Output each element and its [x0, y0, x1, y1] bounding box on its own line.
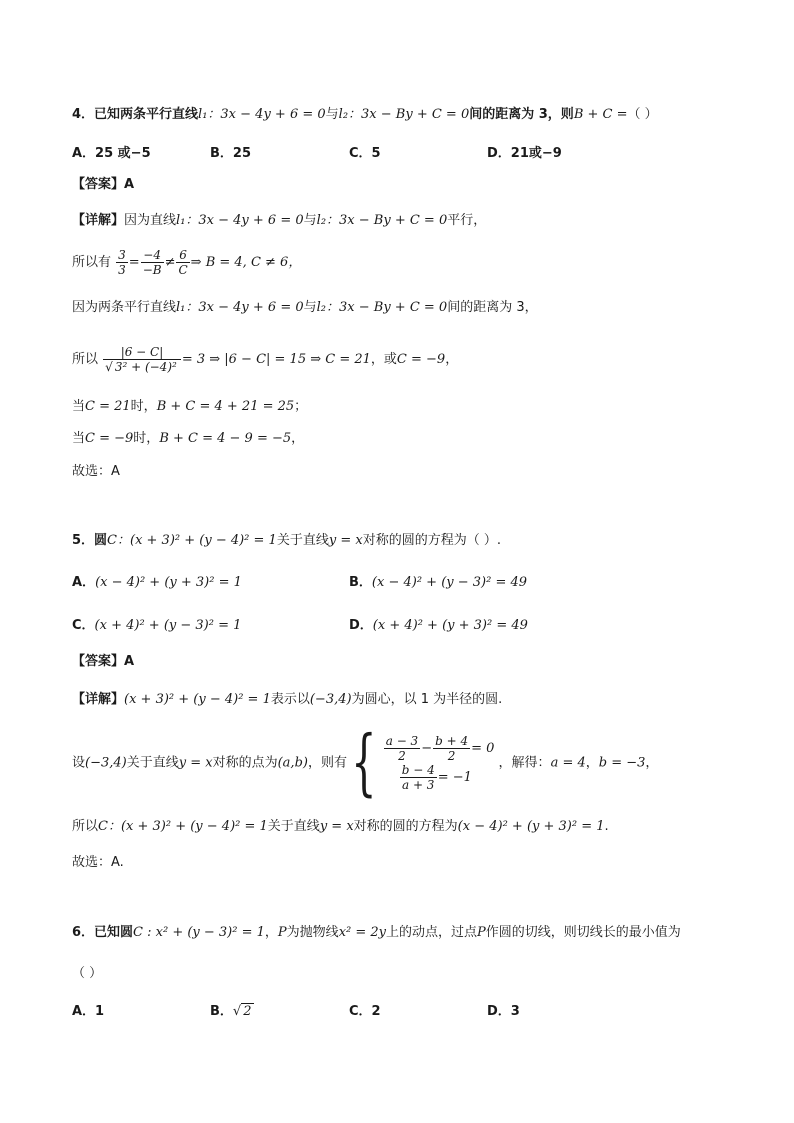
q4-detail-line4 — [72, 345, 458, 374]
q6-option-a[interactable]: A．1 — [72, 1004, 105, 1019]
q6-stem-text: 6．已知圆 — [72, 925, 134, 940]
q5-stem-text: 5．圆 — [72, 533, 108, 548]
q4-d2-eq: = — [128, 255, 140, 270]
q4-d5-time: 时， — [130, 399, 157, 414]
q5-d3-result: (x − 4)² + (y + 3)² = 1 — [457, 819, 605, 834]
q5-stem-about: 关于直线 — [276, 533, 329, 548]
q4-detail-line3 — [72, 299, 538, 317]
q4-d4-c2: C = −9 — [396, 352, 446, 367]
q5-stem — [72, 532, 501, 550]
q4-answer: 【答案】A — [72, 177, 135, 192]
q5-stem-line: y = x — [328, 533, 363, 548]
equals-zero: = 0 — [471, 741, 495, 756]
q4-d1-text: 因为直线 — [124, 213, 177, 228]
q4-option-a[interactable]: A．25 或−5 — [72, 146, 151, 161]
fraction-numerator: −4 — [141, 248, 164, 263]
q6-stem-tail: 作圆的切线，则切线长的最小值为 — [485, 925, 681, 940]
left-brace-icon: { — [351, 721, 377, 805]
fraction-numerator: b + 4 — [435, 734, 469, 748]
sqrt-radicand: 2 — [243, 1004, 252, 1019]
option-label: D． — [349, 618, 373, 633]
q4-d6-cond: C = −9 — [85, 431, 134, 446]
q4-detail-line6 — [72, 430, 304, 448]
q4-choose: 故选：A — [72, 464, 120, 479]
q4-d2-ne: ≠ — [164, 255, 176, 270]
q5-choose: 故选：A. — [72, 855, 124, 870]
q5-d2-sym: 对称的点为 — [212, 755, 278, 771]
q6-option-b[interactable] — [210, 1003, 254, 1021]
q4-detail-line5 — [72, 398, 307, 416]
q6-stem-paren: （ ） — [72, 966, 103, 981]
q4-d1-l1: l₁：3x − 4y + 6 = 0 — [176, 213, 304, 228]
q4-stem-bc: B + C = — [573, 107, 628, 122]
q6-stem — [72, 924, 681, 942]
q5-detail-line3 — [72, 818, 609, 836]
fraction-numerator: 6 — [176, 248, 189, 263]
sqrt-icon: √ — [232, 1004, 242, 1019]
q5-system-row2 — [383, 763, 495, 792]
q4-d2-fraction2 — [141, 248, 164, 277]
fraction-denominator: C — [178, 263, 188, 277]
fraction-denominator: √ 3² + (−4)² — [105, 360, 177, 374]
q5-d2-let: 设 — [72, 755, 86, 771]
option-formula: (x + 4)² + (y − 3)² = 1 — [94, 618, 242, 633]
comma: ， — [264, 925, 278, 940]
q4-d1-parallel: 平行， — [447, 213, 487, 228]
q4-d5-cond: C = 21 — [85, 399, 131, 414]
fraction — [433, 734, 470, 763]
q5-d2-a-value: a = 4 — [550, 755, 586, 771]
equals-minus-one: = −1 — [437, 770, 472, 785]
q5-equation-system — [383, 734, 495, 792]
q6-stem-moving: 上的动点，过点 — [386, 925, 478, 940]
fraction-denominator: −B — [142, 263, 162, 277]
q5-option-d[interactable] — [349, 617, 528, 635]
q6-stem-circle: C : x² + (y − 3)² = 1 — [133, 925, 265, 940]
q4-d3-distance: 间的距离为 3， — [447, 300, 538, 315]
q5-d3-sym: 对称的圆的方程为 — [353, 819, 458, 834]
q4-d5-when: 当 — [72, 399, 86, 414]
option-label: A． — [72, 575, 96, 590]
q4-d3-and: 与 — [303, 300, 317, 315]
q5-detail-label: 【详解】 — [72, 692, 125, 707]
q5-detail-line2 — [72, 721, 659, 805]
q5-option-b[interactable] — [349, 574, 527, 592]
q4-d3-text: 因为两条平行直线 — [72, 300, 177, 315]
q6-stem-parabola: x² = 2y — [338, 925, 387, 940]
q4-d5-result: B + C = 4 + 21 = 25 — [156, 399, 295, 414]
q5-stem-tail: 对称的圆的方程为（ ）. — [362, 533, 501, 548]
q4-d3-l2: l₂：3x − By + C = 0 — [316, 300, 448, 315]
q4-line-l2: l₂：3x − By + C = 0 — [338, 107, 470, 122]
option-label: B． — [210, 1004, 233, 1019]
q5-detail-line1 — [72, 691, 502, 709]
q5-d2-point: (−3,4) — [85, 755, 127, 771]
period: . — [604, 819, 609, 834]
q5-d2-then: ，则有 — [307, 755, 347, 771]
fraction-numerator: a − 3 — [385, 734, 419, 748]
fraction-numerator: b − 4 — [401, 763, 435, 777]
fraction-denominator: 3 — [118, 263, 126, 277]
q4-d6-time: 时， — [133, 431, 160, 446]
q5-answer: 【答案】A — [72, 654, 135, 669]
q6-point-p: P — [277, 925, 287, 940]
option-label: B． — [349, 575, 372, 590]
q5-system-row1 — [383, 734, 495, 763]
q5-d1-circle: (x + 3)² + (y − 4)² = 1 — [124, 692, 271, 707]
fraction — [384, 734, 420, 763]
q4-d4-end: ， — [445, 352, 459, 367]
q4-d2-fraction3 — [176, 248, 189, 277]
q5-d2-ab: (a,b) — [277, 755, 308, 771]
q4-d2-fraction1 — [116, 248, 128, 277]
q5-d2-solve: ，解得： — [498, 755, 551, 771]
q4-stem-paren: （ ） — [627, 107, 658, 122]
fraction-numerator: |6 − C| — [103, 345, 181, 360]
q4-d6-end: ， — [291, 431, 305, 446]
sqrt-radicand: 3² + (−4)² — [114, 360, 177, 374]
q5-d3-circle: C：(x + 3)² + (y − 4)² = 1 — [98, 819, 268, 834]
q6-option-c[interactable]: C．2 — [349, 1004, 381, 1019]
q4-d4-tail: = 3 ⇒ |6 − C| = 15 ⇒ C = 21 — [181, 352, 371, 367]
q4-d5-end: ； — [294, 399, 308, 414]
q4-d1-l2: l₂：3x − By + C = 0 — [316, 213, 448, 228]
option-formula: (x + 4)² + (y + 3)² = 49 — [372, 618, 528, 633]
q6-point-p2: P — [477, 925, 486, 940]
option-formula: (x − 4)² + (y + 3)² = 1 — [95, 575, 242, 590]
fraction-numerator: 3 — [118, 248, 126, 262]
q5-d1-center: (−3,4) — [309, 692, 352, 707]
q6-stem-parabola-text: 为抛物线 — [286, 925, 339, 940]
q4-line-l1: l₁：3x − 4y + 6 = 0 — [198, 107, 326, 122]
q5-d3-so: 所以 — [72, 819, 99, 834]
fraction-denominator: 2 — [447, 749, 456, 763]
q4-d6-result: B + C = 4 − 9 = −5 — [159, 431, 292, 446]
comma: ， — [585, 755, 599, 771]
q4-stem-and: 与 — [325, 107, 339, 122]
q4-d3-l1: l₁：3x − 4y + 6 = 0 — [176, 300, 304, 315]
q4-d2-text: 所以有 — [72, 255, 112, 270]
q4-detail-label: 【详解】 — [72, 213, 125, 228]
q5-d1-tail: 为圆心，以 1 为半径的圆. — [351, 692, 503, 707]
q6-option-d[interactable]: D．3 — [487, 1004, 520, 1019]
fraction — [400, 763, 437, 792]
q4-option-d[interactable]: D．21或−9 — [487, 146, 562, 161]
fraction-denominator: a + 3 — [401, 778, 435, 792]
q5-d3-line: y = x — [319, 819, 354, 834]
q4-detail-line2 — [72, 248, 301, 277]
q5-option-a[interactable] — [72, 574, 242, 592]
q5-d1-text: 表示以 — [270, 692, 310, 707]
q4-stem — [72, 106, 658, 124]
q4-option-b[interactable]: B．25 — [210, 146, 251, 161]
option-label: C． — [72, 618, 95, 633]
q4-d4-or: ，或 — [370, 352, 397, 367]
q4-d4-text: 所以 — [72, 352, 99, 367]
option-formula: (x − 4)² + (y − 3)² = 49 — [371, 575, 528, 590]
q5-stem-circle: C：(x + 3)² + (y − 4)² = 1 — [107, 533, 277, 548]
q5-d3-about: 关于直线 — [267, 819, 320, 834]
q4-d6-when: 当 — [72, 431, 86, 446]
minus: − — [421, 741, 433, 756]
q5-option-c[interactable] — [72, 617, 241, 635]
q4-option-c[interactable]: C．5 — [349, 146, 381, 161]
q4-d2-tail: ⇒ B = 4, C ≠ 6， — [190, 255, 302, 270]
q4-stem-distance: 间的距离为 3，则 — [469, 107, 574, 122]
fraction-denominator: 2 — [398, 749, 406, 763]
q4-d4-distance-fraction — [103, 345, 181, 374]
q4-detail-line1 — [72, 212, 486, 230]
q4-stem-text: 4．已知两条平行直线 — [72, 107, 199, 122]
q4-d1-and: 与 — [303, 213, 317, 228]
q5-d2-b-value: b = −3 — [598, 755, 646, 771]
comma: ， — [645, 755, 659, 771]
q5-d2-line: y = x — [178, 755, 213, 771]
q5-d2-about: 关于直线 — [126, 755, 179, 771]
